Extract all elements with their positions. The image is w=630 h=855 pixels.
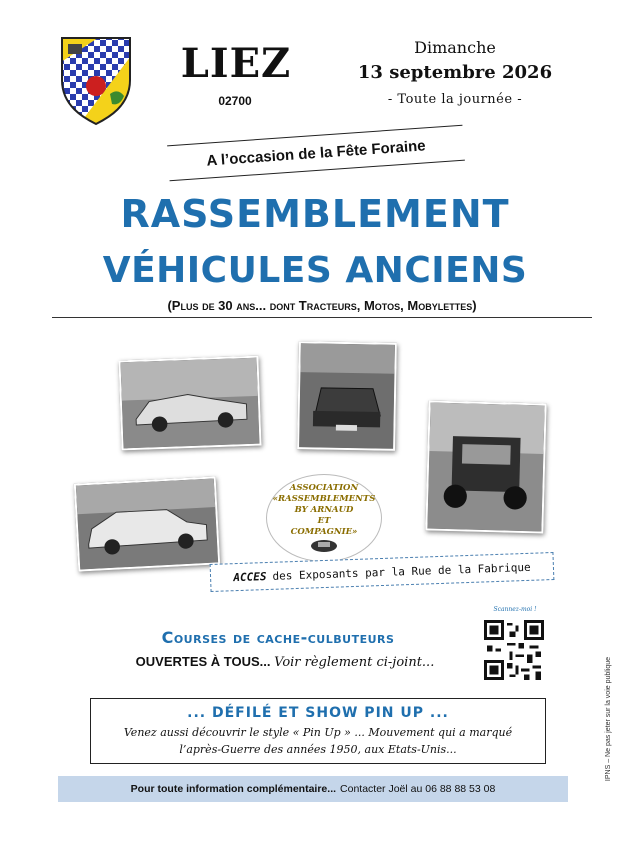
- event-duration: - Toute la journée -: [387, 92, 523, 107]
- access-keyword: ACCES: [233, 569, 267, 584]
- coat-of-arms-icon: [58, 34, 134, 126]
- pin-up-title: ... DÉFILÉ ET SHOW PIN UP ...: [187, 705, 449, 721]
- association-line5: COMPAGNIE»: [290, 527, 358, 537]
- car-photo-vintage: [425, 400, 546, 533]
- exhibitor-access-note: [210, 552, 555, 592]
- association-line1: ASSOCIATION: [289, 483, 359, 493]
- main-title-line2: VÉHICULES ANCIENS: [102, 250, 528, 291]
- qr-code-icon[interactable]: [484, 620, 544, 680]
- association-line2: «RASSEMBLEMENTS: [272, 494, 376, 504]
- association-line3: BY ARNAUD: [294, 505, 354, 515]
- courses-rules: Voir règlement ci-joint...: [274, 655, 435, 670]
- car-photo-renault: [74, 476, 220, 571]
- association-logo: [266, 474, 382, 562]
- pin-up-desc-line2: l’après-Guerre des années 1950, aux Etats-Unis...: [179, 743, 457, 756]
- access-text: des Exposants par la Rue de la Fabrique: [272, 560, 531, 583]
- info-contact: Contacter Joël au 06 88 88 53 08: [340, 783, 496, 795]
- event-date: 13 septembre 2026: [357, 62, 553, 83]
- car-icon: [310, 539, 338, 553]
- car-photo-sedan: [297, 341, 397, 451]
- ipns-note: IPNS – Ne pas jeter sur la voie publique: [605, 656, 612, 782]
- courses-open: OUVERTES À TOUS...: [135, 654, 271, 669]
- pin-up-desc-line1: Venez aussi découvrir le style « Pin Up » ... Mouvement qui a marqué: [123, 726, 513, 739]
- qr-label: Scannez-moi !: [493, 606, 537, 613]
- main-subtitle: (Plus de 30 ans... dont Tracteurs, Motos, Mobylettes): [52, 298, 592, 318]
- occasion-banner: A l’occasion de la Fête Foraine: [167, 125, 465, 182]
- event-day: Dimanche: [414, 38, 496, 57]
- courses-details: [100, 654, 470, 670]
- postal-code: 02700: [218, 94, 252, 108]
- pin-up-show-box: [90, 698, 546, 764]
- contact-info-band: [58, 776, 568, 802]
- courses-title: Courses de cache-culbuteurs: [161, 628, 395, 647]
- main-title-line1: RASSEMBLEMENT: [120, 192, 510, 236]
- car-photo-coupe: [118, 356, 261, 451]
- town-name: LIEZ: [180, 40, 292, 87]
- association-line4: ET: [317, 516, 331, 526]
- info-label: Pour toute information complémentaire...: [130, 783, 337, 795]
